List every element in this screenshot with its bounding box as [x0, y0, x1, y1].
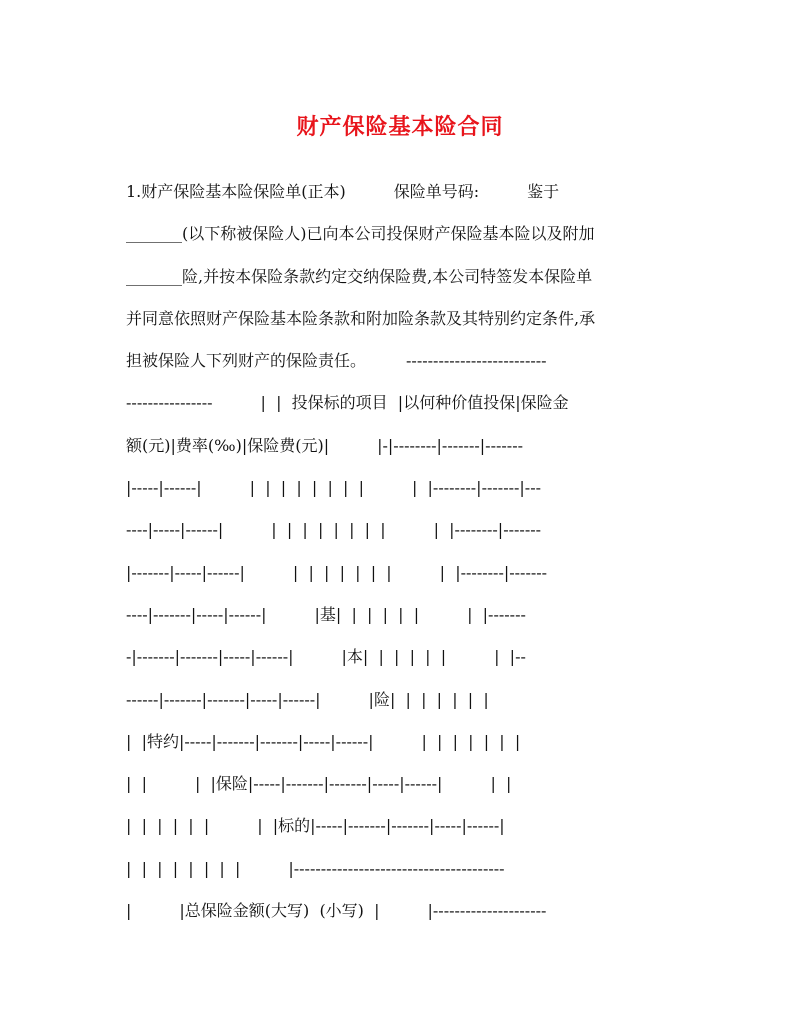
- body-line: | |特约|-----|-------|-------|-----|------| | | | | | | |: [126, 731, 521, 751]
- body-line: |-----|------| | | | | | | | | | |--------|-------|---: [126, 478, 542, 498]
- body-line: | | | | | | | |标的|-----|-------|-------|-----|------|: [126, 816, 505, 836]
- body-line: 1.财产保险基本险保险单(正本) 保险单号码: 鉴于: [126, 182, 560, 201]
- body-line: 担被保险人下列财产的保险责任。 --------------------------: [126, 351, 547, 371]
- body-line: | | | | | | | | |---------------------------------------: [126, 858, 505, 878]
- body-line: |-------|-----|------| | | | | | | | | |--------|-------: [126, 562, 548, 582]
- document-title: 财产保险基本险合同: [296, 114, 504, 140]
- body-line: ------|-------|-------|-----|------| |险| | | | | | |: [126, 689, 489, 709]
- body-line: ---------------- | | 投保标的项目 |以何种价值投保|保险金: [126, 393, 569, 413]
- body-line: | |总保险金额(大写) (小写) | |---------------------: [126, 901, 547, 921]
- body-line: 并同意依照财产保险基本险条款和附加险条款及其特别约定条件,承: [126, 308, 596, 328]
- body-line: ----|-------|-----|------| |基| | | | | | | |-------: [126, 604, 526, 624]
- body-line: _______(以下称被保险人)已向本公司投保财产保险基本险以及附加: [126, 224, 595, 244]
- body-line: 额(元)|费率(‰)|保险费(元)| |-|--------|-------|-------: [126, 435, 524, 455]
- body-line: -|-------|-------|-----|------| |本| | | | | | | |--: [126, 647, 526, 667]
- body-line: ----|-----|------| | | | | | | | | | |--------|-------: [126, 520, 542, 540]
- body-line: _______险,并按本保险条款约定交纳保险费,本公司特签发本保险单: [126, 266, 593, 286]
- document-body: [126, 180, 686, 941]
- body-line: | | | |保险|-----|-------|-------|-----|------| | |: [126, 774, 512, 794]
